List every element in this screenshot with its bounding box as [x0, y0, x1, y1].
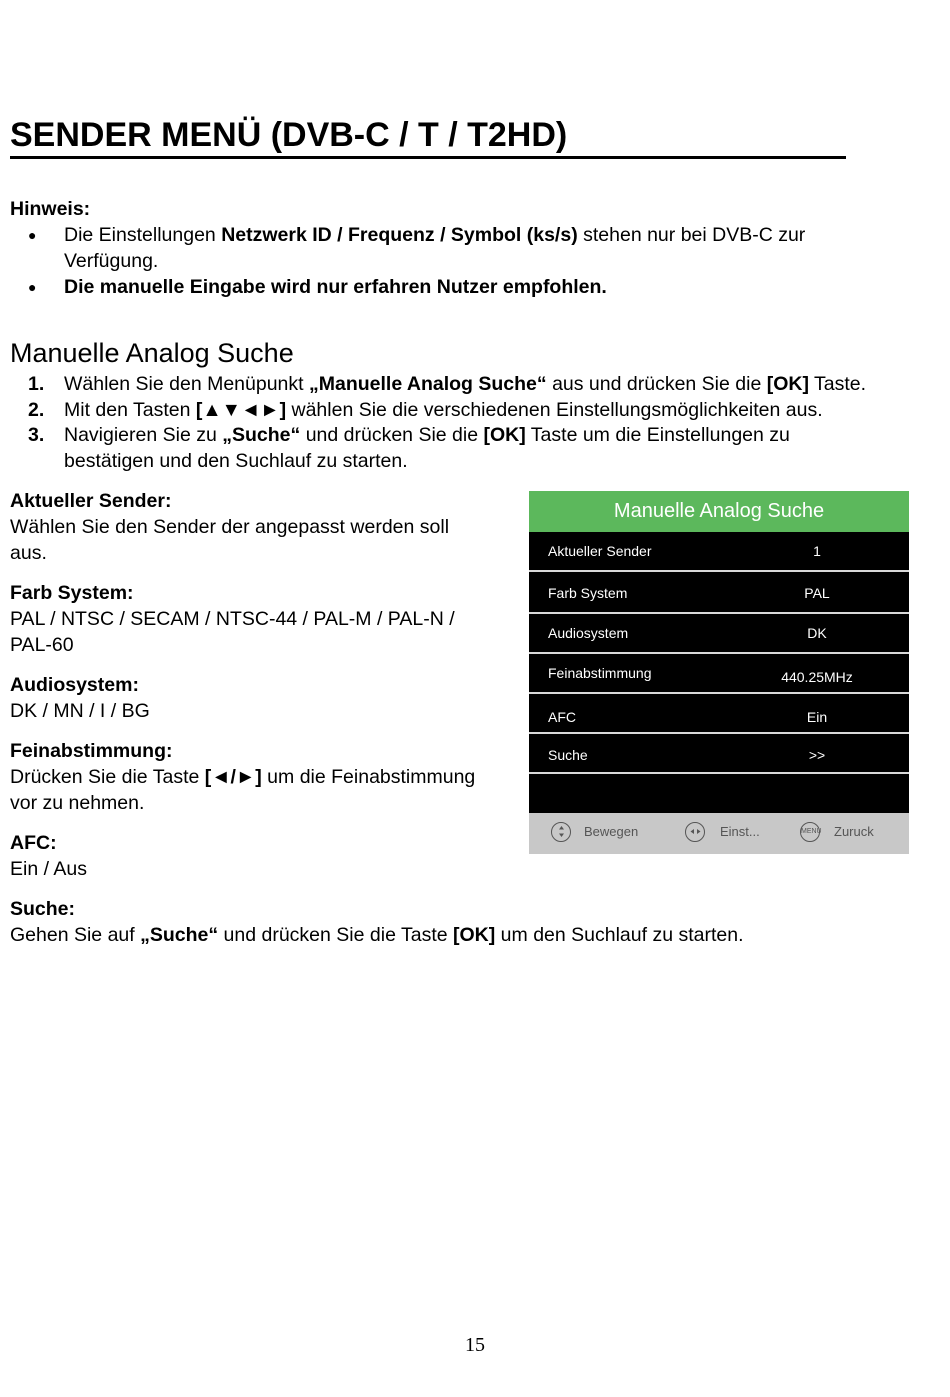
bullet-icon: ●	[28, 279, 37, 295]
page-title: SENDER MENÜ (DVB-C / T / T2HD)	[10, 114, 846, 159]
menu-row-feinabstimmung[interactable]	[529, 654, 909, 694]
menu-row-label: Farb System	[548, 585, 628, 601]
desc-sender-text-2: aus.	[10, 542, 47, 564]
up-down-icon	[551, 822, 571, 842]
menu-row-label: Aktueller Sender	[548, 543, 652, 559]
step-3-line2: bestätigen und den Suchlauf zu starten.	[64, 450, 408, 472]
desc-afc-text: Ein / Aus	[10, 858, 87, 880]
desc-sender-text: Wählen Sie den Sender der angepasst werden soll	[10, 516, 450, 538]
desc-farb-heading: Farb System:	[10, 582, 134, 604]
desc-suche-heading: Suche:	[10, 898, 76, 920]
footer-adjust-label: Einst...	[720, 824, 760, 839]
desc-fein-text: Drücken Sie die Taste [◄/►] um die Feinabstimmung	[10, 766, 476, 788]
menu-row-value: >>	[808, 747, 826, 763]
footer-move-label: Bewegen	[584, 824, 639, 839]
menu-row-label: Feinabstimmung	[548, 665, 652, 681]
menu-row-value: 440.25MHz	[781, 669, 853, 685]
desc-audio-text: DK / MN / I / BG	[10, 700, 150, 722]
menu-row-afc[interactable]	[529, 694, 909, 734]
menu-row-farb-system[interactable]	[529, 574, 909, 614]
desc-audio-heading: Audiosystem:	[10, 674, 139, 696]
desc-fein-text-2: vor zu nehmen.	[10, 792, 145, 814]
desc-farb-text: PAL / NTSC / SECAM / NTSC-44 / PAL-M / PAL-N /	[10, 608, 455, 630]
section-heading: Manuelle Analog Suche	[10, 338, 294, 368]
menu-row-value: PAL	[804, 585, 830, 601]
note-bullet-1-line2: Verfügung.	[64, 250, 159, 272]
desc-afc-heading: AFC:	[10, 832, 57, 854]
menu-row-suche[interactable]	[529, 734, 909, 774]
bullet-icon: ●	[28, 227, 37, 243]
desc-suche-text: Gehen Sie auf „Suche“ und drücken Sie die Taste [OK] um den Suchlauf zu starten.	[10, 924, 744, 946]
page-number: 15	[465, 1334, 485, 1356]
menu-row-value: DK	[807, 625, 827, 641]
left-right-icon	[685, 822, 705, 842]
desc-farb-text-2: PAL-60	[10, 634, 74, 656]
note-heading: Hinweis:	[10, 198, 91, 220]
menu-footer	[529, 813, 909, 854]
menu-header: Manuelle Analog Suche	[529, 491, 909, 532]
menu-row-audiosystem[interactable]	[529, 614, 909, 654]
menu-row-label: Suche	[548, 747, 588, 763]
desc-fein-heading: Feinabstimmung:	[10, 740, 173, 762]
menu-row-value: Ein	[806, 709, 828, 725]
tv-menu-screenshot	[529, 491, 909, 854]
menu-row-label: Audiosystem	[548, 625, 629, 641]
menu-row-label: AFC	[548, 709, 576, 725]
menu-row-value: 1	[813, 543, 821, 559]
desc-sender-heading: Aktueller Sender:	[10, 490, 172, 512]
menu-row-aktueller-sender[interactable]	[529, 532, 909, 572]
menu-button-icon: MENU	[800, 822, 820, 842]
footer-back-label: Zuruck	[834, 824, 874, 839]
